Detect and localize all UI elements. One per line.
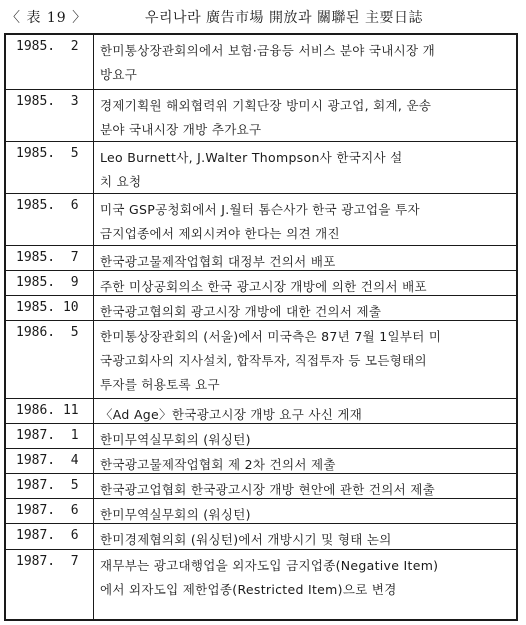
- row-date: 1985. 10: [16, 300, 79, 315]
- description-line: 주한 미상공회의소 한국 광고시장 개방에 의한 건의서 배포: [100, 279, 427, 294]
- row-date: 1986. 5: [16, 325, 79, 340]
- table-row: [6, 321, 516, 399]
- table-row: [6, 142, 516, 194]
- row-description: [100, 325, 512, 397]
- row-date: 1987. 7: [16, 554, 79, 569]
- description-line: 미국 GSP공청회에서 J.월터 톰슨사가 한국 광고업을 투자: [100, 202, 420, 217]
- description-line: 치 요청: [100, 174, 142, 189]
- table-header: [0, 0, 526, 36]
- row-date: 1985. 3: [16, 94, 79, 109]
- table-row: [6, 296, 516, 321]
- description-line: 투자를 허용토록 요구: [100, 377, 220, 392]
- table-row: [6, 90, 516, 142]
- description-line: 한국광고업협회 한국광고시장 개방 현안에 관한 건의서 제출: [100, 482, 436, 497]
- table-row: [6, 550, 516, 599]
- row-description: [100, 528, 512, 552]
- description-line: 한미통상장관회의 (서울)에서 미국측은 87년 7월 1일부터 미: [100, 329, 442, 344]
- table-row: [6, 35, 516, 90]
- description-line: 한미무역실무회의 (워싱턴): [100, 432, 251, 447]
- description-line: 에서 외자도입 제한업종(Restricted Item)으로 변경: [100, 582, 397, 597]
- table-row: [6, 194, 516, 246]
- table-row: [6, 449, 516, 474]
- table-row: [6, 399, 516, 424]
- chronology-table: [4, 33, 518, 621]
- description-line: 국광고회사의 지사설치, 합작투자, 직접투자 등 모든형태의: [100, 353, 427, 368]
- description-line: 경제기획원 해외협력위 기획단장 방미시 광고업, 회계, 운송: [100, 98, 432, 113]
- description-line: 한미경제협의회 (워싱턴)에서 개방시기 및 형태 논의: [100, 532, 392, 547]
- description-line: 분야 국내시장 개방 추가요구: [100, 122, 262, 137]
- row-date: 1985. 2: [16, 39, 79, 54]
- row-description: [100, 554, 512, 602]
- description-line: 한국광고협의회 광고시장 개방에 대한 건의서 제출: [100, 304, 382, 319]
- table-row: [6, 246, 516, 271]
- table-row: [6, 524, 516, 550]
- description-line: 한국광고물제작업협회 제 2차 건의서 제출: [100, 457, 336, 472]
- description-line: 한국광고물제작업협회 대정부 건의서 배포: [100, 254, 336, 269]
- table-number-label: 〈 表 19 〉: [6, 10, 88, 26]
- row-date: 1987. 6: [16, 503, 79, 518]
- description-line: 한미통상장관회의에서 보험·금융등 서비스 분야 국내시장 개: [100, 43, 436, 58]
- row-description: [100, 39, 512, 87]
- row-date: 1985. 5: [16, 146, 79, 161]
- description-line: 〈Ad Age〉한국광고시장 개방 요구 사신 게재: [100, 407, 363, 422]
- description-line: 금지업종에서 제외시켜야 한다는 의견 개진: [100, 226, 340, 241]
- table-row: [6, 424, 516, 449]
- row-description: [100, 94, 512, 142]
- row-date: 1985. 7: [16, 250, 79, 265]
- description-line: Leo Burnett사, J.Walter Thompson사 한국지사 설: [100, 150, 403, 165]
- table-row: [6, 271, 516, 296]
- row-date: 1986. 11: [16, 403, 79, 418]
- table-title: 우리나라 廣告市場 開放과 關聯된 主要日誌: [145, 10, 423, 26]
- row-date: 1987. 4: [16, 453, 79, 468]
- row-date: 1987. 1: [16, 428, 79, 443]
- row-date: 1985. 6: [16, 198, 79, 213]
- table-row: [6, 499, 516, 524]
- description-line: 한미무역실무회의 (워싱턴): [100, 507, 251, 522]
- row-description: [100, 198, 512, 246]
- row-description: [100, 146, 512, 194]
- row-date: 1987. 6: [16, 528, 79, 543]
- table-row: [6, 474, 516, 499]
- row-date: 1985. 9: [16, 275, 79, 290]
- description-line: 재무부는 광고대행업을 외자도입 금지업종(Negative Item): [100, 558, 439, 573]
- description-line: 방요구: [100, 67, 138, 82]
- row-date: 1987. 5: [16, 478, 79, 493]
